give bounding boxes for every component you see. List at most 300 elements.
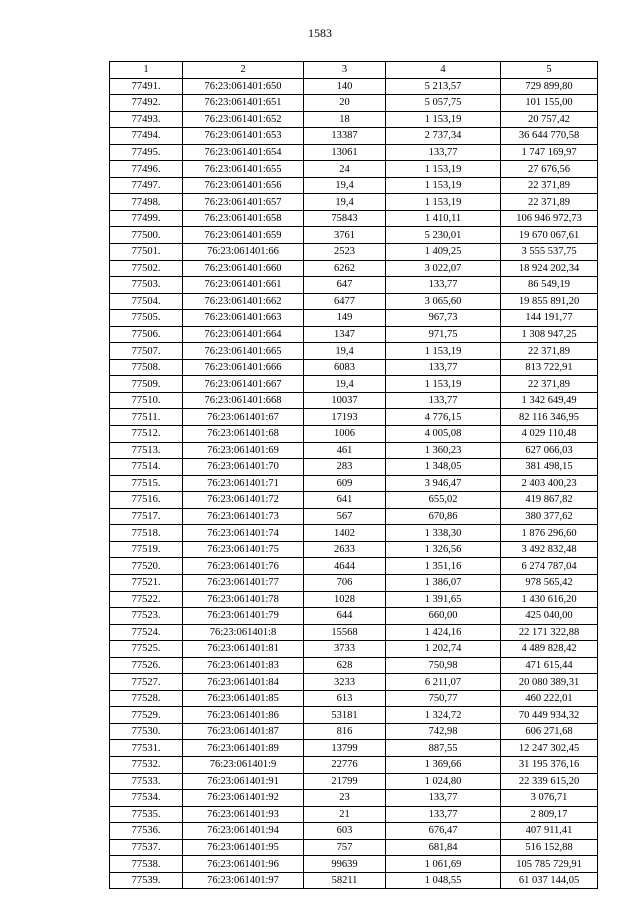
cadastral-number-cell: 76:23:061401:81: [183, 641, 304, 658]
cadastral-number-cell: 76:23:061401:651: [183, 95, 304, 112]
cadastral-number-cell: 76:23:061401:665: [183, 343, 304, 360]
cadastral-number-cell: 76:23:061401:84: [183, 674, 304, 691]
cadastral-number-cell: 76:23:061401:666: [183, 359, 304, 376]
row-number-cell: 77519.: [110, 541, 183, 558]
specific-value-cell: 1 202,74: [386, 641, 501, 658]
table-row: [110, 343, 598, 360]
table-row: [110, 740, 598, 757]
cadastral-number-cell: 76:23:061401:78: [183, 591, 304, 608]
area-cell: 647: [304, 277, 386, 294]
area-cell: 283: [304, 459, 386, 476]
area-cell: 706: [304, 574, 386, 591]
specific-value-cell: 2 737,34: [386, 128, 501, 145]
cadastral-number-cell: 76:23:061401:93: [183, 806, 304, 823]
area-cell: 4644: [304, 558, 386, 575]
cadastral-value-cell: 978 565,42: [501, 574, 598, 591]
row-number-cell: 77492.: [110, 95, 183, 112]
table-row: [110, 78, 598, 95]
table-row: [110, 359, 598, 376]
cadastral-value-cell: 20 080 389,31: [501, 674, 598, 691]
area-cell: 6262: [304, 260, 386, 277]
table-row: [110, 790, 598, 807]
table-row: [110, 806, 598, 823]
area-cell: 149: [304, 310, 386, 327]
cadastral-number-cell: 76:23:061401:660: [183, 260, 304, 277]
specific-value-cell: 1 338,30: [386, 525, 501, 542]
specific-value-cell: 660,00: [386, 608, 501, 625]
cadastral-value-cell: 22 371,89: [501, 343, 598, 360]
table-row: [110, 194, 598, 211]
cadastral-number-cell: 76:23:061401:663: [183, 310, 304, 327]
area-cell: 461: [304, 442, 386, 459]
area-cell: 567: [304, 508, 386, 525]
row-number-cell: 77529.: [110, 707, 183, 724]
specific-value-cell: 1 324,72: [386, 707, 501, 724]
specific-value-cell: 133,77: [386, 806, 501, 823]
cadastral-number-cell: 76:23:061401:70: [183, 459, 304, 476]
specific-value-cell: 1 386,07: [386, 574, 501, 591]
column-header: 4: [386, 62, 501, 79]
table-row: [110, 723, 598, 740]
cadastral-value-cell: 380 377,62: [501, 508, 598, 525]
cadastral-number-cell: 76:23:061401:94: [183, 823, 304, 840]
specific-value-cell: 5 057,75: [386, 95, 501, 112]
specific-value-cell: 3 022,07: [386, 260, 501, 277]
cadastral-value-cell: 627 066,03: [501, 442, 598, 459]
row-number-cell: 77505.: [110, 310, 183, 327]
cadastral-number-cell: 76:23:061401:75: [183, 541, 304, 558]
row-number-cell: 77496.: [110, 161, 183, 178]
table-row: [110, 426, 598, 443]
table-row: [110, 392, 598, 409]
cadastral-value-cell: 27 676,56: [501, 161, 598, 178]
specific-value-cell: 1 326,56: [386, 541, 501, 558]
table-row: [110, 376, 598, 393]
cadastral-value-cell: 2 809,17: [501, 806, 598, 823]
table-row: [110, 707, 598, 724]
specific-value-cell: 1 424,16: [386, 624, 501, 641]
specific-value-cell: 1 360,23: [386, 442, 501, 459]
specific-value-cell: 1 153,19: [386, 343, 501, 360]
cadastral-number-cell: 76:23:061401:76: [183, 558, 304, 575]
cadastral-number-cell: 76:23:061401:71: [183, 475, 304, 492]
cadastral-value-cell: 1 876 296,60: [501, 525, 598, 542]
area-cell: 609: [304, 475, 386, 492]
area-cell: 3733: [304, 641, 386, 658]
cadastral-number-cell: 76:23:061401:655: [183, 161, 304, 178]
specific-value-cell: 1 153,19: [386, 376, 501, 393]
cadastral-value-cell: 1 308 947,25: [501, 326, 598, 343]
area-cell: 20: [304, 95, 386, 112]
row-number-cell: 77538.: [110, 856, 183, 873]
area-cell: 1347: [304, 326, 386, 343]
cadastral-number-cell: 76:23:061401:91: [183, 773, 304, 790]
area-cell: 644: [304, 608, 386, 625]
cadastral-number-cell: 76:23:061401:659: [183, 227, 304, 244]
cadastral-value-cell: 460 222,01: [501, 690, 598, 707]
specific-value-cell: 133,77: [386, 359, 501, 376]
table-row: [110, 756, 598, 773]
row-number-cell: 77530.: [110, 723, 183, 740]
cadastral-value-cell: 2 403 400,23: [501, 475, 598, 492]
specific-value-cell: 133,77: [386, 790, 501, 807]
specific-value-cell: 4 005,08: [386, 426, 501, 443]
table-header-row: [110, 62, 598, 79]
cadastral-number-cell: 76:23:061401:92: [183, 790, 304, 807]
row-number-cell: 77517.: [110, 508, 183, 525]
table-row: [110, 244, 598, 261]
cadastral-value-cell: 6 274 787,04: [501, 558, 598, 575]
row-number-cell: 77521.: [110, 574, 183, 591]
area-cell: 19,4: [304, 177, 386, 194]
cadastral-value-cell: 516 152,88: [501, 839, 598, 856]
area-cell: 99639: [304, 856, 386, 873]
area-cell: 1402: [304, 525, 386, 542]
table-row: [110, 144, 598, 161]
specific-value-cell: 670,86: [386, 508, 501, 525]
table-row: [110, 260, 598, 277]
table-row: [110, 177, 598, 194]
cadastral-number-cell: 76:23:061401:657: [183, 194, 304, 211]
specific-value-cell: 971,75: [386, 326, 501, 343]
area-cell: 58211: [304, 872, 386, 889]
row-number-cell: 77514.: [110, 459, 183, 476]
table-row: [110, 459, 598, 476]
table-row: [110, 839, 598, 856]
row-number-cell: 77513.: [110, 442, 183, 459]
row-number-cell: 77509.: [110, 376, 183, 393]
table-row: [110, 326, 598, 343]
cadastral-value-cell: 3 492 832,48: [501, 541, 598, 558]
cadastral-value-cell: 22 371,89: [501, 194, 598, 211]
cadastral-value-cell: 729 899,80: [501, 78, 598, 95]
area-cell: 816: [304, 723, 386, 740]
row-number-cell: 77527.: [110, 674, 183, 691]
specific-value-cell: 1 391,65: [386, 591, 501, 608]
cadastral-number-cell: 76:23:061401:73: [183, 508, 304, 525]
cadastral-value-cell: 407 911,41: [501, 823, 598, 840]
cadastral-value-cell: 381 498,15: [501, 459, 598, 476]
table-row: [110, 674, 598, 691]
specific-value-cell: 1 348,05: [386, 459, 501, 476]
specific-value-cell: 133,77: [386, 144, 501, 161]
table-row: [110, 161, 598, 178]
row-number-cell: 77501.: [110, 244, 183, 261]
row-number-cell: 77539.: [110, 872, 183, 889]
page-number: 1583: [308, 26, 332, 40]
column-header: 1: [110, 62, 183, 79]
cadastral-number-cell: 76:23:061401:67: [183, 409, 304, 426]
cadastral-number-cell: 76:23:061401:83: [183, 657, 304, 674]
specific-value-cell: 1 410,11: [386, 210, 501, 227]
cadastral-number-cell: 76:23:061401:654: [183, 144, 304, 161]
cadastral-number-cell: 76:23:061401:656: [183, 177, 304, 194]
specific-value-cell: 742,98: [386, 723, 501, 740]
row-number-cell: 77511.: [110, 409, 183, 426]
cadastral-value-cell: 101 155,00: [501, 95, 598, 112]
cadastral-value-cell: 22 171 322,88: [501, 624, 598, 641]
cadastral-value-cell: 19 855 891,20: [501, 293, 598, 310]
cadastral-number-cell: 76:23:061401:652: [183, 111, 304, 128]
row-number-cell: 77498.: [110, 194, 183, 211]
area-cell: 140: [304, 78, 386, 95]
row-number-cell: 77523.: [110, 608, 183, 625]
row-number-cell: 77537.: [110, 839, 183, 856]
table-row: [110, 591, 598, 608]
specific-value-cell: 1 048,55: [386, 872, 501, 889]
cadastral-number-cell: 76:23:061401:97: [183, 872, 304, 889]
area-cell: 24: [304, 161, 386, 178]
area-cell: 6083: [304, 359, 386, 376]
specific-value-cell: 676,47: [386, 823, 501, 840]
specific-value-cell: 4 776,15: [386, 409, 501, 426]
cadastral-number-cell: 76:23:061401:89: [183, 740, 304, 757]
area-cell: 2633: [304, 541, 386, 558]
specific-value-cell: 5 230,01: [386, 227, 501, 244]
cadastral-number-cell: 76:23:061401:69: [183, 442, 304, 459]
table-row: [110, 690, 598, 707]
specific-value-cell: 6 211,07: [386, 674, 501, 691]
specific-value-cell: 1 153,19: [386, 111, 501, 128]
area-cell: 1006: [304, 426, 386, 443]
cadastral-number-cell: 76:23:061401:95: [183, 839, 304, 856]
row-number-cell: 77507.: [110, 343, 183, 360]
cadastral-number-cell: 76:23:061401:86: [183, 707, 304, 724]
row-number-cell: 77526.: [110, 657, 183, 674]
row-number-cell: 77522.: [110, 591, 183, 608]
row-number-cell: 77518.: [110, 525, 183, 542]
row-number-cell: 77512.: [110, 426, 183, 443]
table-row: [110, 492, 598, 509]
table-row: [110, 773, 598, 790]
area-cell: 3233: [304, 674, 386, 691]
cadastral-number-cell: 76:23:061401:96: [183, 856, 304, 873]
table-row: [110, 872, 598, 889]
specific-value-cell: 967,73: [386, 310, 501, 327]
cadastral-number-cell: 76:23:061401:77: [183, 574, 304, 591]
cadastral-number-cell: 76:23:061401:8: [183, 624, 304, 641]
row-number-cell: 77520.: [110, 558, 183, 575]
cadastral-number-cell: 76:23:061401:650: [183, 78, 304, 95]
table-row: [110, 293, 598, 310]
cadastral-value-cell: 4 029 110,48: [501, 426, 598, 443]
area-cell: 23: [304, 790, 386, 807]
cadastral-value-cell: 144 191,77: [501, 310, 598, 327]
specific-value-cell: 1 024,80: [386, 773, 501, 790]
area-cell: 10037: [304, 392, 386, 409]
specific-value-cell: 1 153,19: [386, 177, 501, 194]
specific-value-cell: 1 153,19: [386, 161, 501, 178]
table-row: [110, 227, 598, 244]
row-number-cell: 77503.: [110, 277, 183, 294]
row-number-cell: 77528.: [110, 690, 183, 707]
cadastral-value-cell: 1 747 169,97: [501, 144, 598, 161]
specific-value-cell: 1 369,66: [386, 756, 501, 773]
cadastral-value-table: [109, 61, 598, 889]
cadastral-value-cell: 1 342 649,49: [501, 392, 598, 409]
cadastral-value-cell: 22 339 615,20: [501, 773, 598, 790]
column-header: 5: [501, 62, 598, 79]
table-row: [110, 210, 598, 227]
row-number-cell: 77506.: [110, 326, 183, 343]
cadastral-value-cell: 82 116 346,95: [501, 409, 598, 426]
area-cell: 53181: [304, 707, 386, 724]
table-row: [110, 475, 598, 492]
area-cell: 22776: [304, 756, 386, 773]
table-row: [110, 608, 598, 625]
cadastral-value-cell: 86 549,19: [501, 277, 598, 294]
cadastral-value-cell: 22 371,89: [501, 177, 598, 194]
area-cell: 1028: [304, 591, 386, 608]
area-cell: 641: [304, 492, 386, 509]
area-cell: 19,4: [304, 194, 386, 211]
area-cell: 18: [304, 111, 386, 128]
cadastral-value-cell: 20 757,42: [501, 111, 598, 128]
specific-value-cell: 1 351,16: [386, 558, 501, 575]
cadastral-number-cell: 76:23:061401:66: [183, 244, 304, 261]
cadastral-value-cell: 18 924 202,34: [501, 260, 598, 277]
table-row: [110, 128, 598, 145]
area-cell: 17193: [304, 409, 386, 426]
specific-value-cell: 1 153,19: [386, 194, 501, 211]
table-row: [110, 541, 598, 558]
cadastral-number-cell: 76:23:061401:87: [183, 723, 304, 740]
row-number-cell: 77499.: [110, 210, 183, 227]
cadastral-number-cell: 76:23:061401:668: [183, 392, 304, 409]
cadastral-number-cell: 76:23:061401:85: [183, 690, 304, 707]
area-cell: 757: [304, 839, 386, 856]
table-row: [110, 95, 598, 112]
area-cell: 3761: [304, 227, 386, 244]
row-number-cell: 77500.: [110, 227, 183, 244]
table-row: [110, 856, 598, 873]
specific-value-cell: 133,77: [386, 277, 501, 294]
table-row: [110, 310, 598, 327]
column-header: 3: [304, 62, 386, 79]
area-cell: 13387: [304, 128, 386, 145]
cadastral-value-cell: 425 040,00: [501, 608, 598, 625]
column-header: 2: [183, 62, 304, 79]
row-number-cell: 77494.: [110, 128, 183, 145]
cadastral-value-cell: 4 489 828,42: [501, 641, 598, 658]
row-number-cell: 77491.: [110, 78, 183, 95]
table-row: [110, 409, 598, 426]
cadastral-number-cell: 76:23:061401:664: [183, 326, 304, 343]
cadastral-value-cell: 813 722,91: [501, 359, 598, 376]
area-cell: 19,4: [304, 343, 386, 360]
table-row: [110, 823, 598, 840]
cadastral-number-cell: 76:23:061401:79: [183, 608, 304, 625]
cadastral-value-cell: 3 076,71: [501, 790, 598, 807]
table-row: [110, 111, 598, 128]
cadastral-value-cell: 22 371,89: [501, 376, 598, 393]
area-cell: 603: [304, 823, 386, 840]
row-number-cell: 77515.: [110, 475, 183, 492]
row-number-cell: 77534.: [110, 790, 183, 807]
area-cell: 13799: [304, 740, 386, 757]
table-row: [110, 277, 598, 294]
specific-value-cell: 750,98: [386, 657, 501, 674]
cadastral-value-cell: 31 195 376,16: [501, 756, 598, 773]
row-number-cell: 77516.: [110, 492, 183, 509]
cadastral-value-cell: 19 670 067,61: [501, 227, 598, 244]
row-number-cell: 77535.: [110, 806, 183, 823]
cadastral-value-cell: 606 271,68: [501, 723, 598, 740]
row-number-cell: 77524.: [110, 624, 183, 641]
area-cell: 13061: [304, 144, 386, 161]
cadastral-value-cell: 105 785 729,91: [501, 856, 598, 873]
area-cell: 21: [304, 806, 386, 823]
cadastral-value-cell: 70 449 934,32: [501, 707, 598, 724]
cadastral-value-cell: 471 615,44: [501, 657, 598, 674]
row-number-cell: 77497.: [110, 177, 183, 194]
row-number-cell: 77504.: [110, 293, 183, 310]
cadastral-number-cell: 76:23:061401:72: [183, 492, 304, 509]
table-row: [110, 525, 598, 542]
cadastral-value-cell: 12 247 302,45: [501, 740, 598, 757]
cadastral-number-cell: 76:23:061401:667: [183, 376, 304, 393]
specific-value-cell: 655,02: [386, 492, 501, 509]
row-number-cell: 77508.: [110, 359, 183, 376]
table-row: [110, 624, 598, 641]
table-body: [110, 62, 598, 889]
cadastral-value-cell: 1 430 616,20: [501, 591, 598, 608]
table-row: [110, 657, 598, 674]
row-number-cell: 77536.: [110, 823, 183, 840]
cadastral-value-cell: 36 644 770,58: [501, 128, 598, 145]
specific-value-cell: 887,55: [386, 740, 501, 757]
row-number-cell: 77495.: [110, 144, 183, 161]
area-cell: 2523: [304, 244, 386, 261]
table-row: [110, 442, 598, 459]
row-number-cell: 77531.: [110, 740, 183, 757]
cadastral-number-cell: 76:23:061401:653: [183, 128, 304, 145]
area-cell: 15568: [304, 624, 386, 641]
area-cell: 613: [304, 690, 386, 707]
cadastral-value-cell: 419 867,82: [501, 492, 598, 509]
row-number-cell: 77525.: [110, 641, 183, 658]
cadastral-number-cell: 76:23:061401:68: [183, 426, 304, 443]
area-cell: 19,4: [304, 376, 386, 393]
area-cell: 628: [304, 657, 386, 674]
row-number-cell: 77493.: [110, 111, 183, 128]
cadastral-value-cell: 106 946 972,73: [501, 210, 598, 227]
cadastral-number-cell: 76:23:061401:662: [183, 293, 304, 310]
specific-value-cell: 3 946,47: [386, 475, 501, 492]
cadastral-number-cell: 76:23:061401:661: [183, 277, 304, 294]
cadastral-number-cell: 76:23:061401:658: [183, 210, 304, 227]
area-cell: 75843: [304, 210, 386, 227]
table-row: [110, 558, 598, 575]
specific-value-cell: 5 213,57: [386, 78, 501, 95]
table-row: [110, 641, 598, 658]
specific-value-cell: 1 061,69: [386, 856, 501, 873]
row-number-cell: 77502.: [110, 260, 183, 277]
cadastral-value-cell: 3 555 537,75: [501, 244, 598, 261]
cadastral-number-cell: 76:23:061401:9: [183, 756, 304, 773]
row-number-cell: 77532.: [110, 756, 183, 773]
area-cell: 21799: [304, 773, 386, 790]
row-number-cell: 77533.: [110, 773, 183, 790]
specific-value-cell: 681,84: [386, 839, 501, 856]
area-cell: 6477: [304, 293, 386, 310]
specific-value-cell: 133,77: [386, 392, 501, 409]
specific-value-cell: 1 409,25: [386, 244, 501, 261]
table-row: [110, 508, 598, 525]
specific-value-cell: 750,77: [386, 690, 501, 707]
table-row: [110, 574, 598, 591]
cadastral-value-cell: 61 037 144,05: [501, 872, 598, 889]
